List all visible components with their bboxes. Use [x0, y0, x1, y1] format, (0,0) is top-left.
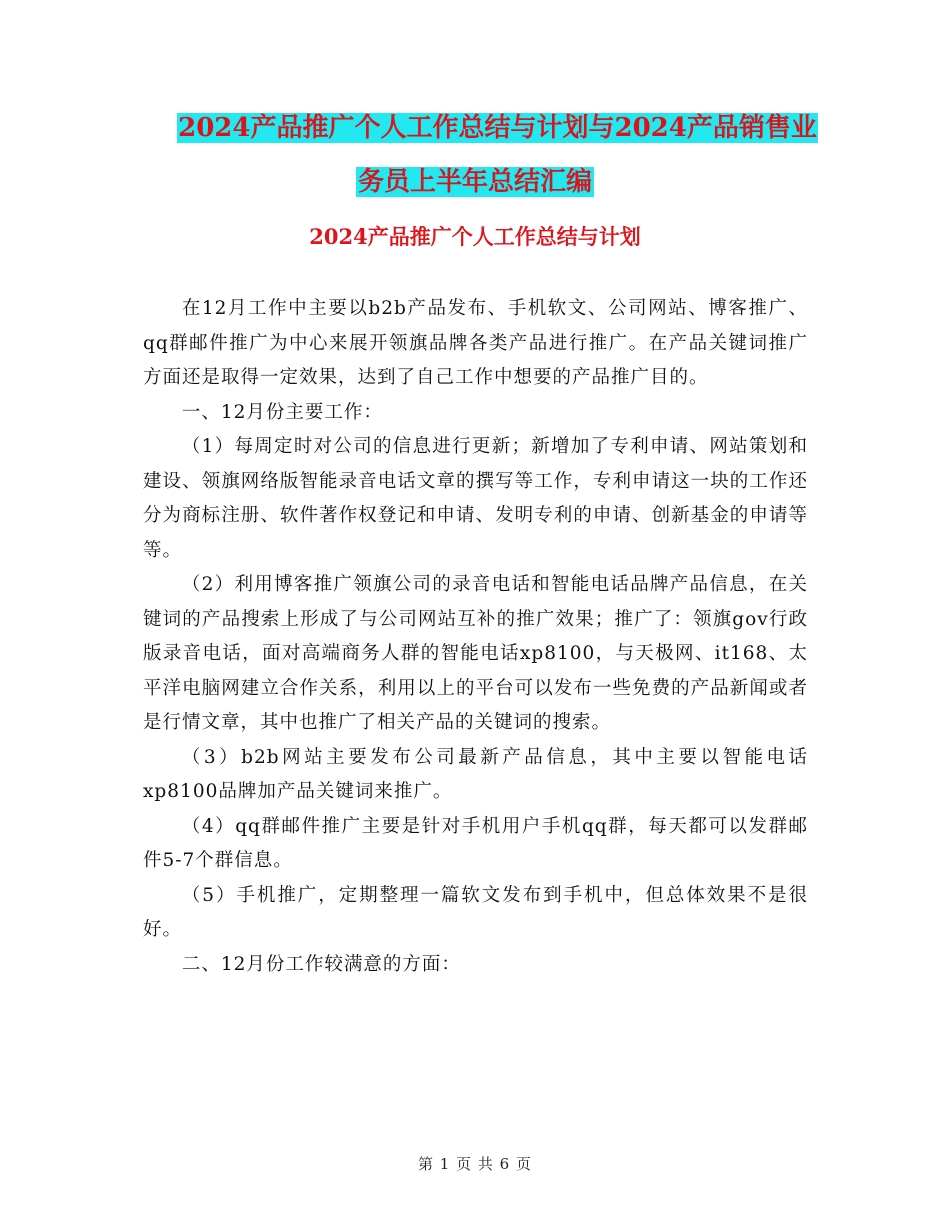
page-footer: 第 1 页 共 6 页: [418, 1155, 532, 1173]
section-subtitle: 2024产品推广个人工作总结与计划: [309, 224, 641, 249]
list-item-5: （5）手机推广，定期整理一篇软文发布到手机中，但总体效果不是很好。: [143, 884, 808, 940]
list-item-1: （1）每周定时对公司的信息进行更新；新增加了专利申请、网站策划和建设、领旗网络版智能录音电话文章的撰写等工作，专利申请这一块的工作还分为商标注册、软件著作权登记和申请、发明专利的申请、创新基金的申请等等。: [143, 436, 808, 561]
list-item-3: （3）b2b网站主要发布公司最新产品信息，其中主要以智能电话xp8100品牌加产品关键词来推广。: [143, 746, 808, 802]
document-body: [143, 292, 808, 982]
section-heading-1: 一、12月份主要工作：: [181, 401, 383, 423]
list-item-4: （4）qq群邮件推广主要是针对手机用户手机qq群，每天都可以发群邮件5-7个群信息。: [143, 815, 808, 871]
title-line-1: 2024产品推广个人工作总结与计划与2024产品销售业: [178, 113, 817, 143]
title-line-2: 务员上半年总结汇编: [357, 167, 592, 197]
document-title: [0, 110, 950, 218]
section-heading-2: 二、12月份工作较满意的方面：: [181, 953, 461, 975]
paragraph-intro: 在12月工作中主要以b2b产品发布、手机软文、公司网站、博客推广、qq群邮件推广为中心来展开领旗品牌各类产品进行推广。在产品关键词推广方面还是取得一定效果，达到了自己工作中想要的产品推广目的。: [143, 298, 808, 388]
list-item-2: （2）利用博客推广领旗公司的录音电话和智能电话品牌产品信息，在关键词的产品搜索上形成了与公司网站互补的推广效果；推广了：领旗gov行政版录音电话，面对高端商务人群的智能电话xp8100，与天极网、it168、太平洋电脑网建立合作关系，利用以上的平台可以发布一些免费的产品新闻或者是行情文章，其中也推广了相关产品的关键词的搜索。: [143, 574, 808, 733]
